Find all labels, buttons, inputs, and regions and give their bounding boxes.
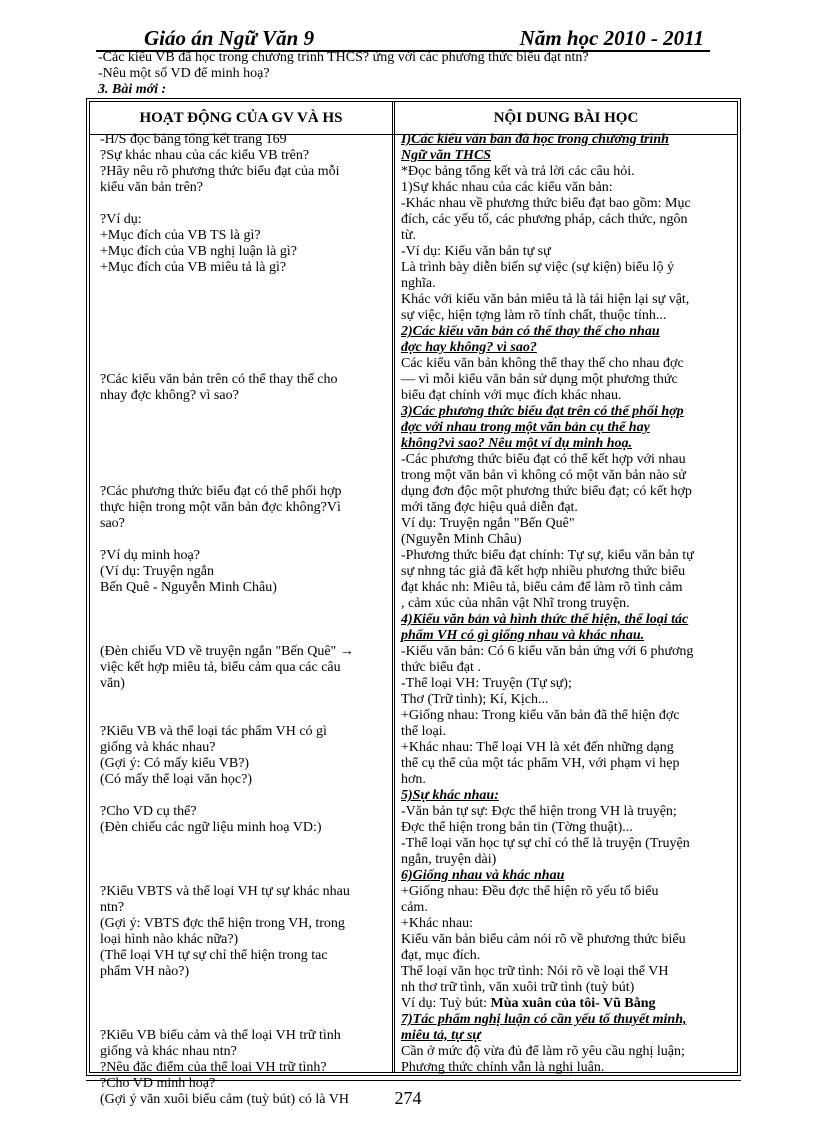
- activity-line: ?Hãy nêu rõ phương thức biểu đạt của mỗi: [100, 164, 340, 179]
- content-line: , cảm xúc của nhân vật Nhĩ trong truyện.: [401, 596, 630, 611]
- content-line: Kiểu văn bản biểu cảm nói rõ về phương thức biểu: [401, 932, 686, 947]
- activity-line: thực hiện trong một văn bản đợc không?Vì: [100, 500, 341, 515]
- content-line: không?vì sao? Nêu một ví dụ minh hoạ.: [401, 436, 633, 451]
- column-divider: [392, 102, 395, 1072]
- content-line: 2)Các kiểu văn bản có thể thay thế cho nhau: [401, 324, 660, 339]
- activity-line: [100, 836, 390, 852]
- activity-line: [100, 980, 390, 996]
- content-line: -Thể loại VH: Truyện (Tự sự);: [401, 676, 572, 691]
- content-line: từ.: [401, 228, 416, 243]
- header-school-year: Năm học 2010 - 2011: [519, 26, 704, 50]
- content-line: -Ví dụ: Kiểu văn bản tự sự: [401, 244, 551, 259]
- activity-line: +Mục đích của VB miêu tả là gì?: [100, 260, 287, 275]
- activity-line: [100, 276, 390, 292]
- content-line: +Khác nhau: Thể loại VH là xét đến những dạng: [401, 740, 674, 755]
- activity-line: [100, 1012, 390, 1028]
- activity-line: ?Ví dụ:: [100, 212, 142, 227]
- content-line: Đợc thể hiện trong bản tin (Tờng thuật)...: [401, 820, 633, 835]
- content-line: 1)Sự khác nhau của các kiểu văn bản:: [401, 180, 613, 195]
- content-line: +Khác nhau:: [401, 916, 474, 931]
- content-line: dụng đơn độc một phương thức biểu đạt; có kết hợp: [401, 484, 692, 499]
- activity-line: (Thể loại VH tự sự chỉ thể hiện trong tac: [100, 948, 328, 963]
- activity-line: ?Nêu đặc điểm của thể loại VH trữ tình?: [100, 1060, 327, 1075]
- content-line: +Giống nhau: Trong kiểu văn bản đã thể hiện đợc: [401, 708, 680, 723]
- content-line: Phương thức chính vẫn là nghị luận.: [401, 1060, 605, 1075]
- content-line: -Khác nhau về phương thức biểu đạt bao gồm: Mục: [401, 196, 691, 211]
- activity-line: giống và khác nhau ntn?: [100, 1044, 237, 1059]
- page-number: 274: [394, 1088, 422, 1108]
- table-header-row: [90, 102, 737, 135]
- content-line: -Văn bản tự sự: Đợc thể hiện trong VH là truyện;: [401, 804, 677, 819]
- content-line: đợc với nhau trong một văn bản cụ thể hay: [401, 420, 650, 435]
- activity-line: loại hình nào khác nữa?): [100, 932, 239, 947]
- activity-line: [100, 452, 390, 468]
- content-line: 5)Sự khác nhau:: [401, 788, 499, 803]
- activity-line: [100, 404, 390, 420]
- activity-line: ?Các kiểu văn bản trên có thể thay thế cho: [100, 372, 338, 387]
- activity-line: [100, 628, 390, 644]
- activity-line: [100, 852, 390, 868]
- content-line: -Các phương thức biểu đạt có thể kết hợp với nhau: [401, 452, 686, 467]
- activity-line: sao?: [100, 516, 125, 531]
- content-line: -Phương thức biểu đạt chính: Tự sự, kiểu văn bản tự: [401, 548, 694, 563]
- content-line: -Thể loại văn học tự sự chỉ có thể là truyện (Truyện: [401, 836, 690, 851]
- activity-line: (Gợi ý văn xuôi biểu cảm (tuỳ bút) có là VH: [100, 1092, 349, 1107]
- content-line: sự nhng tác giả đã kết hợp nhiều phương thức biểu: [401, 564, 686, 579]
- content-line: đợc hay không? vì sao?: [401, 340, 537, 355]
- activity-line: +Mục đích của VB TS là gì?: [100, 228, 261, 243]
- activity-line: việc kết hợp miêu tả, biểu cảm qua các câu: [100, 660, 341, 675]
- content-line: thể loại.: [401, 724, 447, 739]
- activity-line: (Có mấy thể loại văn học?): [100, 772, 253, 787]
- activity-line: +Mục đích của VB nghị luận là gì?: [100, 244, 297, 259]
- activity-line: [100, 196, 390, 212]
- activity-line: văn): [100, 676, 125, 691]
- activity-line: [100, 692, 390, 708]
- example-work-title: Mùa xuân của tôi- Vũ Bằng: [490, 996, 656, 1011]
- activity-line: ?Sự khác nhau của các kiểu VB trên?: [100, 148, 310, 163]
- page-header: [96, 26, 710, 52]
- content-line: 3)Các phương thức biểu đạt trên có thể phối hợp: [401, 404, 684, 419]
- content-line: nh thơ trữ tình, văn xuôi trữ tình (tuỳ bút): [401, 980, 635, 995]
- activity-line: [100, 308, 390, 324]
- content-line: +Giống nhau: Đều đợc thể hiện rõ yếu tố biểu: [401, 884, 659, 899]
- content-line: (Nguyễn Minh Châu): [401, 532, 522, 547]
- activity-line: [100, 292, 390, 308]
- activity-line: [100, 356, 390, 372]
- content-line: *Đọc bảng tổng kết và trả lời các câu hỏi.: [401, 164, 635, 179]
- content-line: Cần ở mức độ vừa đủ để làm rõ yêu cầu nghị luận;: [401, 1044, 685, 1059]
- section-title: 3. Bài mới :: [98, 82, 167, 97]
- content-line: -Kiểu văn bản: Có 6 kiểu văn bản ứng với 6 phương: [401, 644, 694, 659]
- activities-column: [100, 132, 390, 1108]
- footer-rule: [86, 1080, 741, 1081]
- content-line: nghĩa.: [401, 276, 436, 291]
- activity-line: ?Cho VD cụ thể?: [100, 804, 197, 819]
- content-line: đạt khác nh: Miêu tả, biểu cảm để làm rõ tình cảm: [401, 580, 683, 595]
- activity-line: [100, 420, 390, 436]
- content-column: [401, 132, 731, 1076]
- activity-line: (Gợi ý: VBTS đợc thể hiện trong VH, trong: [100, 916, 345, 931]
- content-line: biểu đạt chính với mục đích khác nhau.: [401, 388, 622, 403]
- activity-line: ntn?: [100, 900, 125, 915]
- activity-line: [100, 612, 390, 628]
- content-line: Là trình bày diễn biến sự việc (sự kiện) biểu lộ ý: [401, 260, 674, 275]
- activity-line: [100, 868, 390, 884]
- content-line: miêu tả, tự sự: [401, 1028, 481, 1043]
- activity-line: Bến Quê - Nguyễn Minh Châu): [100, 580, 277, 595]
- content-line: hơn.: [401, 772, 426, 787]
- content-line: cảm.: [401, 900, 428, 915]
- header-lesson-content: NỘI DUNG BÀI HỌC: [493, 110, 639, 126]
- content-line: — vì mỗi kiểu văn bản sử dụng một phương thức: [401, 372, 678, 387]
- content-line: 7)Tác phẩm nghị luận có cần yếu tố thuyết minh,: [401, 1012, 687, 1027]
- activity-line: ?Cho VD minh hoạ?: [100, 1076, 216, 1091]
- activity-line: nhay đợc không? vì sao?: [100, 388, 239, 403]
- header-subject: Giáo án Ngữ Văn 9: [144, 26, 315, 50]
- content-line: Thơ (Trữ tình); Kí, Kịch...: [401, 692, 549, 707]
- content-line: Thể loại văn học trữ tình: Nói rõ về loại thể VH: [401, 964, 669, 979]
- activity-line: -H/S đọc bảng tổng kết trang 169: [100, 132, 287, 147]
- activity-line: [100, 324, 390, 340]
- content-line: Ví dụ: Tuỳ bút: Mùa xuân của tôi- Vũ Bằng: [401, 996, 656, 1011]
- content-line: mới tăng đợc hiệu quả diễn đạt.: [401, 500, 578, 515]
- content-line: đạt, mục đích.: [401, 948, 481, 963]
- header-activities: HOẠT ĐỘNG CỦA GV VÀ HS: [139, 110, 343, 126]
- activity-line: phẩm VH nào?): [100, 964, 190, 979]
- content-line: sự việc, hiện tợng làm rõ tính chất, thuộc tính...: [401, 308, 667, 323]
- intro-questions: [98, 50, 589, 98]
- content-line: thể cụ thể của một tác phẩm VH, với phạm vi hẹp: [401, 756, 680, 771]
- activity-line: giống và khác nhau?: [100, 740, 216, 755]
- activity-line: [100, 436, 390, 452]
- activity-line: [100, 596, 390, 612]
- activity-line: kiểu văn bản trên?: [100, 180, 204, 195]
- content-line: 6)Giống nhau và khác nhau: [401, 868, 565, 883]
- intro-line: -Các kiểu VB đã học trong chương trình THCS? ứng với các phương thức biểu đạt ntn?: [98, 50, 589, 65]
- content-line: Ví dụ: Truyện ngắn "Bến Quê": [401, 516, 575, 531]
- activity-line: [100, 788, 390, 804]
- activity-line: ?Kiểu VB biểu cảm và thể loại VH trữ tình: [100, 1028, 341, 1043]
- content-line: 4)Kiểu văn bản và hình thức thể hiện, thể loại tác: [401, 612, 689, 627]
- content-line: thức biểu đạt .: [401, 660, 481, 675]
- activity-line: (Đèn chiếu VD về truyện ngắn "Bến Quê" →: [100, 644, 354, 659]
- activity-line: [100, 468, 390, 484]
- intro-line: -Nêu một số VD để minh hoạ?: [98, 66, 270, 81]
- activity-line: (Gợi ý: Có mấy kiểu VB?): [100, 756, 250, 771]
- activity-line: [100, 340, 390, 356]
- activity-line: [100, 708, 390, 724]
- activity-line: (Đèn chiếu các ngữ liệu minh hoạ VD:): [100, 820, 322, 835]
- activity-line: ?Các phương thức biểu đạt có thể phối hợp: [100, 484, 342, 499]
- activity-line: ?Kiểu VBTS và thể loại VH tự sự khác nhau: [100, 884, 350, 899]
- activity-line: (Ví dụ: Truyện ngắn: [100, 564, 214, 579]
- activity-line: [100, 532, 390, 548]
- activity-line: [100, 996, 390, 1012]
- content-line: Khác với kiểu văn bản miêu tả là tái hiện lại sự vật,: [401, 292, 690, 307]
- activity-line: ?Kiểu VB và thể loại tác phẩm VH có gì: [100, 724, 327, 739]
- content-line: phẩm VH có gì giống nhau và khác nhau.: [401, 628, 645, 643]
- content-line: trong một văn bản vì không có một văn bản nào sử: [401, 468, 686, 483]
- content-line: I)Các kiểu văn bản đã học trong chương trình: [401, 132, 669, 147]
- content-line: Các kiểu văn bản không thể thay thế cho nhau đợc: [401, 356, 684, 371]
- content-line: Ngữ văn THCS: [401, 148, 492, 163]
- content-line: ngắn, truyện dài): [401, 852, 497, 867]
- activity-line: ?Ví dụ minh hoạ?: [100, 548, 200, 563]
- content-line: đích, các yếu tố, các phương pháp, cách thức, ngôn: [401, 212, 688, 227]
